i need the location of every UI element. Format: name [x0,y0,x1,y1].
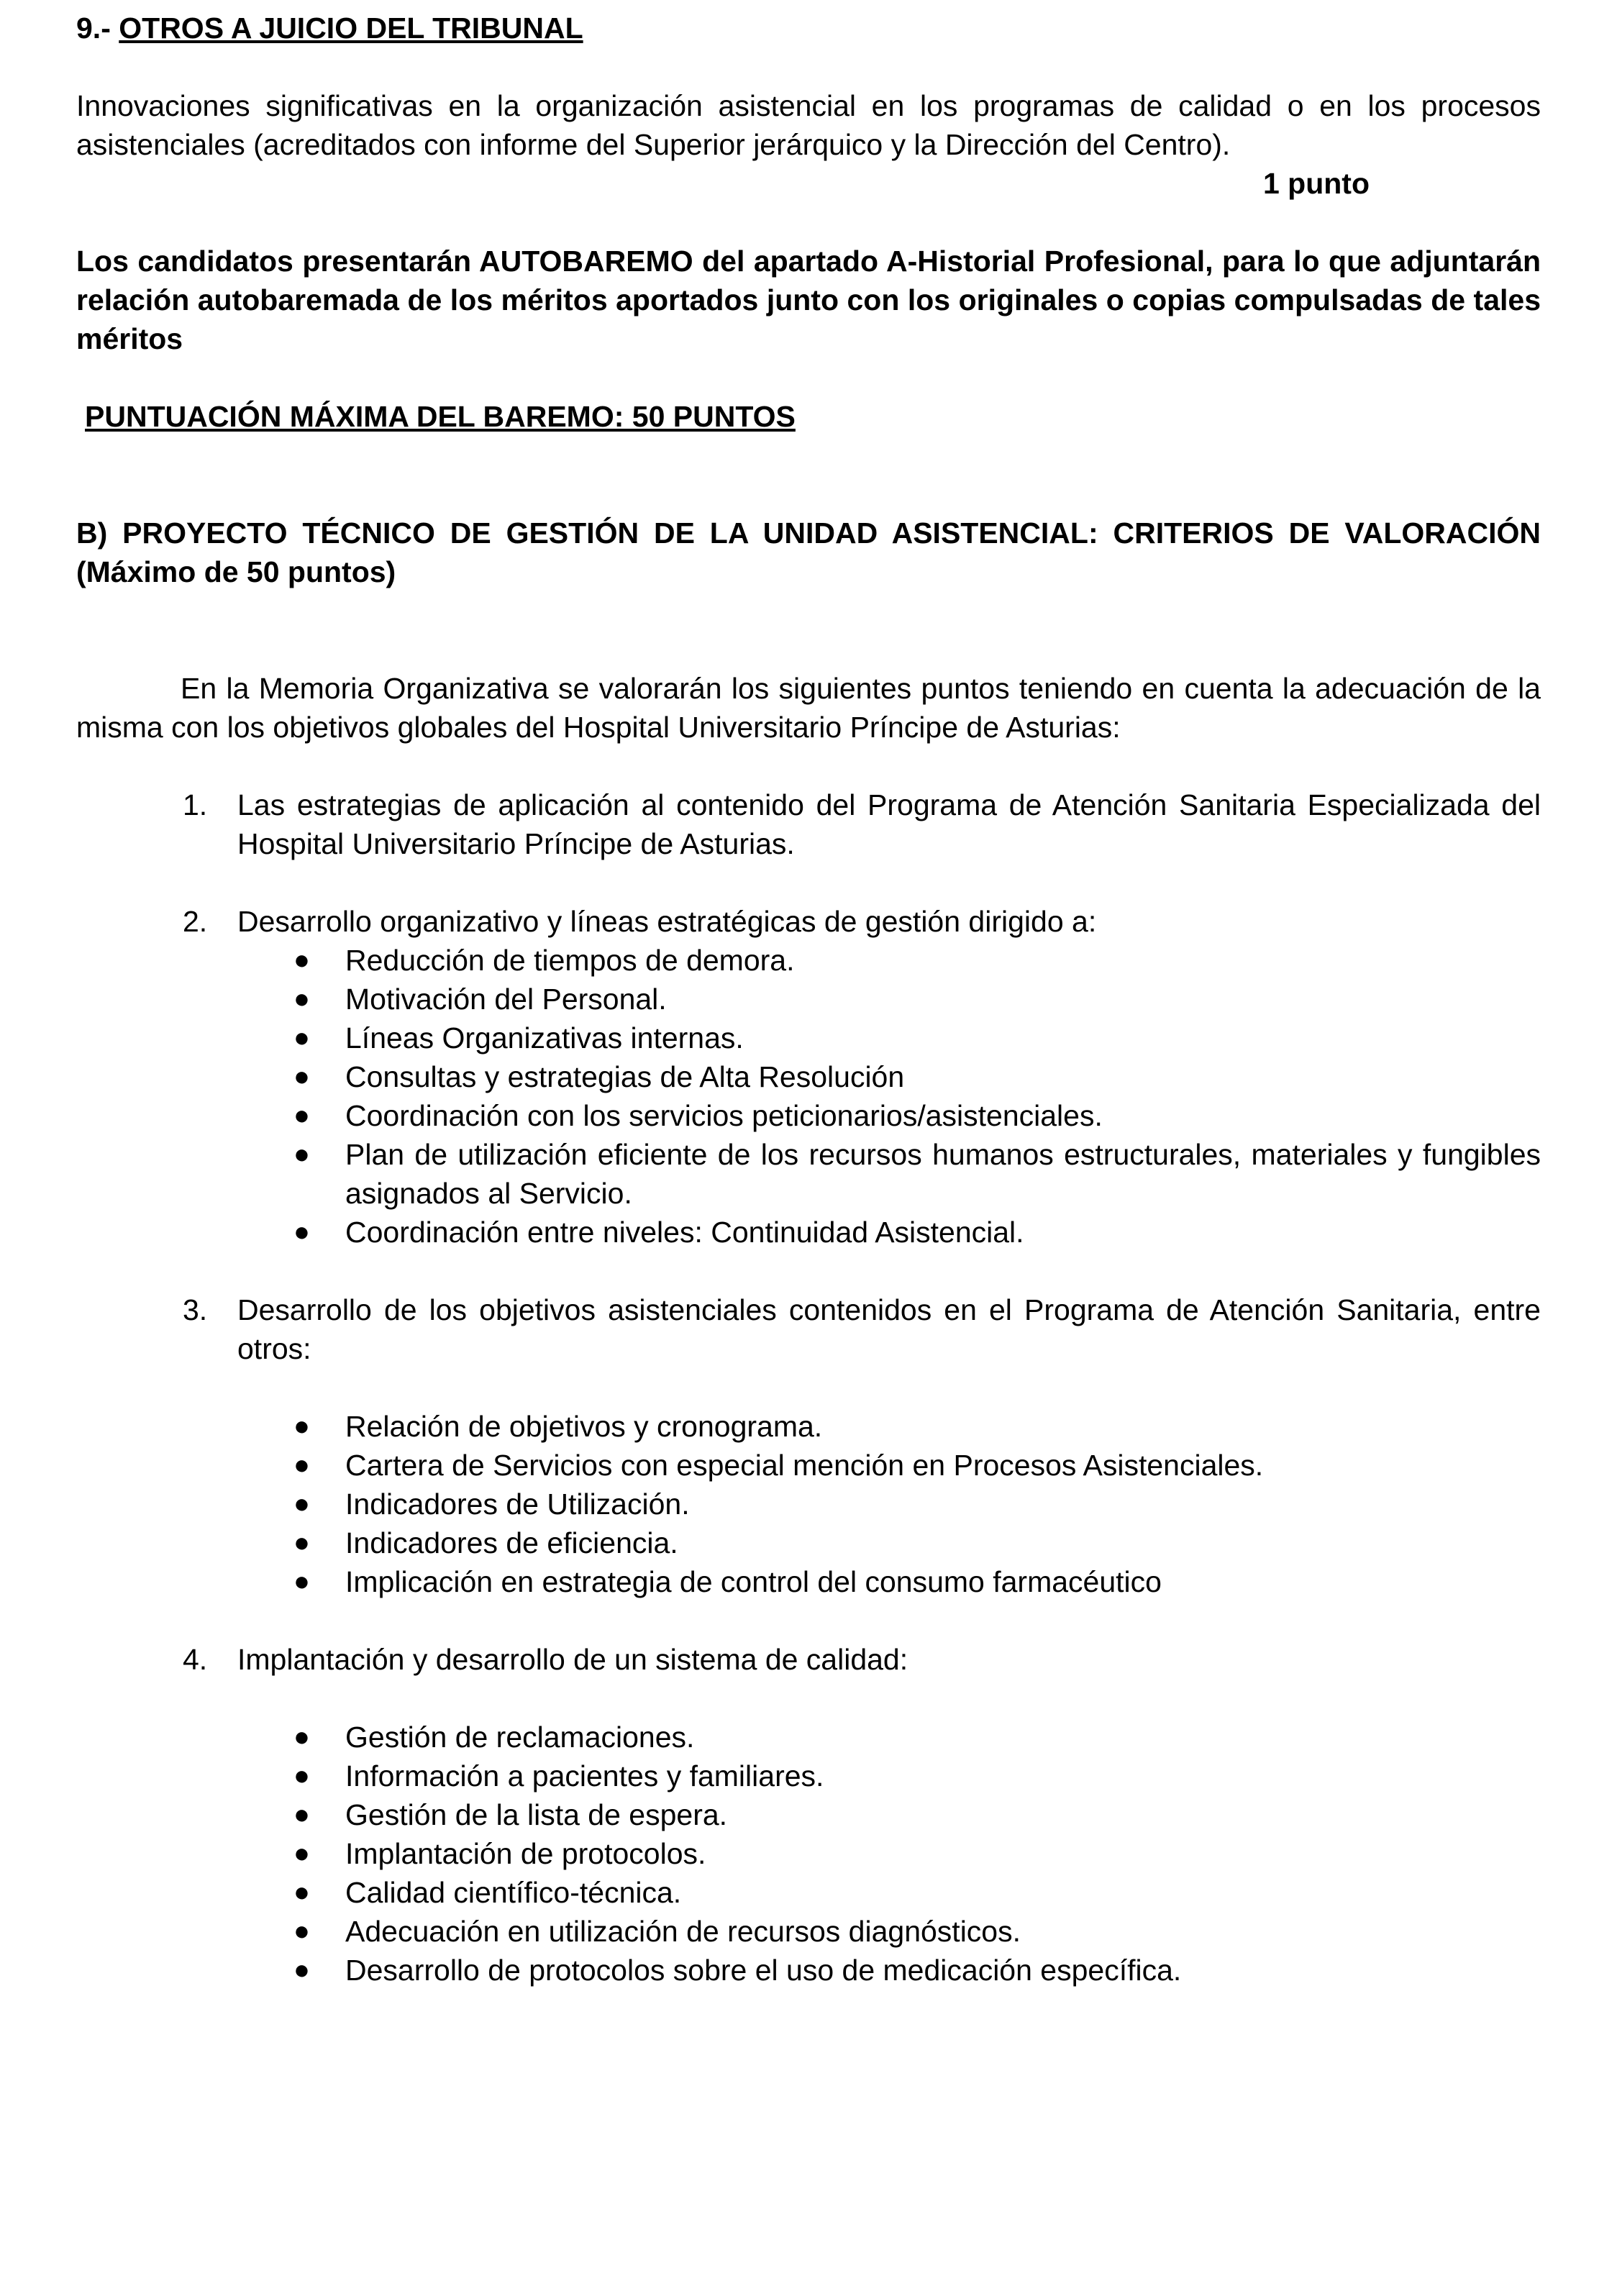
bullet-icon: ● [293,1062,310,1092]
criteria-item-number: 2. [183,905,208,938]
bullet-icon: ● [293,984,310,1014]
criteria-item-text: Desarrollo de los objetivos asistenciales contenidos en el Programa de Atención Sanitaria, entre otros: [237,1293,1541,1365]
section-9-text: Innovaciones significativas en la organización asistencial en los programas de calidad o en los procesos asistenciales (acreditados con informe del Superior jerárquico y la Dirección del Centro). [76,89,1541,161]
bullet-icon: ● [293,1567,310,1597]
criteria-item-2-bullets [76,941,1541,1252]
list-item: ● Desarrollo de protocolos sobre el uso de medicación específica. [76,1951,1541,1990]
criteria-list [76,785,1541,1990]
bullet-icon: ● [293,1528,310,1558]
criteria-item-2 [76,902,1541,941]
bullet-icon: ● [293,1955,310,1985]
bullet-icon: ● [293,1839,310,1869]
criteria-item-text: Implantación y desarrollo de un sistema de calidad: [237,1643,908,1676]
autobaremo-note: Los candidatos presentarán AUTOBAREMO del apartado A-Historial Profesional, para lo que adjuntarán relación autobaremada de los méritos aportados junto con los originales o copias compulsadas de tales méritos [76,245,1541,355]
list-item: ● Información a pacientes y familiares. [76,1757,1541,1795]
criteria-item-number: 3. [183,1293,208,1326]
list-item: ● Relación de objetivos y cronograma. [76,1407,1541,1446]
criteria-item-4 [76,1640,1541,1679]
bullet-icon: ● [293,1450,310,1480]
max-score-heading: PUNTUACIÓN MÁXIMA DEL BAREMO: 50 PUNTOS [85,400,796,433]
section-b-intro: En la Memoria Organizativa se valorarán los siguientes puntos teniendo en cuenta la adecuación de la misma con los objetivos globales del Hospital Universitario Príncipe de Asturias: [76,672,1541,744]
bullet-icon: ● [293,1101,310,1131]
section-b-title: B) PROYECTO TÉCNICO DE GESTIÓN DE LA UNIDAD ASISTENCIAL: CRITERIOS DE VALORACIÓN (Máximo de 50 puntos) [76,516,1541,588]
list-item: ● Gestión de reclamaciones. [76,1718,1541,1757]
criteria-item-number: 4. [183,1643,208,1676]
bullet-icon: ● [293,945,310,975]
bullet-icon: ● [293,1916,310,1946]
criteria-item-4-bullets [76,1718,1541,1990]
criteria-item-text: Desarrollo organizativo y líneas estratégicas de gestión dirigido a: [237,905,1097,938]
list-item: ● Plan de utilización eficiente de los recursos humanos estructurales, materiales y fungibles asignados al Servicio. [76,1135,1541,1213]
list-item: ● Implantación de protocolos. [76,1834,1541,1873]
list-item: ● Reducción de tiempos de demora. [76,941,1541,980]
list-item: ● Consultas y estrategias de Alta Resolución [76,1057,1541,1096]
criteria-item-3-bullets [76,1407,1541,1601]
bullet-icon: ● [293,1139,310,1170]
bullet-icon: ● [293,1411,310,1441]
bullet-icon: ● [293,1761,310,1791]
criteria-item-3 [76,1290,1541,1368]
section-9-number: 9.- [76,12,111,45]
list-item: ● Coordinación entre niveles: Continuidad Asistencial. [76,1213,1541,1252]
bullet-icon: ● [293,1023,310,1053]
section-9-heading [76,9,1541,47]
bullet-icon: ● [293,1877,310,1908]
list-item: ● Indicadores de eficiencia. [76,1523,1541,1562]
bullet-icon: ● [293,1800,310,1830]
list-item: ● Motivación del Personal. [76,980,1541,1019]
bullet-icon: ● [293,1489,310,1519]
list-item: ● Gestión de la lista de espera. [76,1795,1541,1834]
list-item: ● Calidad científico-técnica. [76,1873,1541,1912]
section-9-points: 1 punto [1262,167,1370,200]
criteria-item-1 [76,785,1541,863]
document-page [76,9,1541,1990]
list-item: ● Coordinación con los servicios peticionarios/asistenciales. [76,1096,1541,1135]
bullet-icon: ● [293,1722,310,1752]
list-item: ● Adecuación en utilización de recursos diagnósticos. [76,1912,1541,1951]
criteria-item-text: Las estrategias de aplicación al contenido del Programa de Atención Sanitaria Especializada del Hospital Universitario Príncipe de Asturias. [237,788,1541,860]
bullet-icon: ● [293,1217,310,1247]
list-item: ● Indicadores de Utilización. [76,1485,1541,1523]
list-item: ● Implicación en estrategia de control del consumo farmacéutico [76,1562,1541,1601]
list-item: ● Líneas Organizativas internas. [76,1019,1541,1057]
section-9-title: OTROS A JUICIO DEL TRIBUNAL [119,12,583,45]
criteria-item-number: 1. [183,788,208,821]
list-item: ● Cartera de Servicios con especial mención en Procesos Asistenciales. [76,1446,1541,1485]
